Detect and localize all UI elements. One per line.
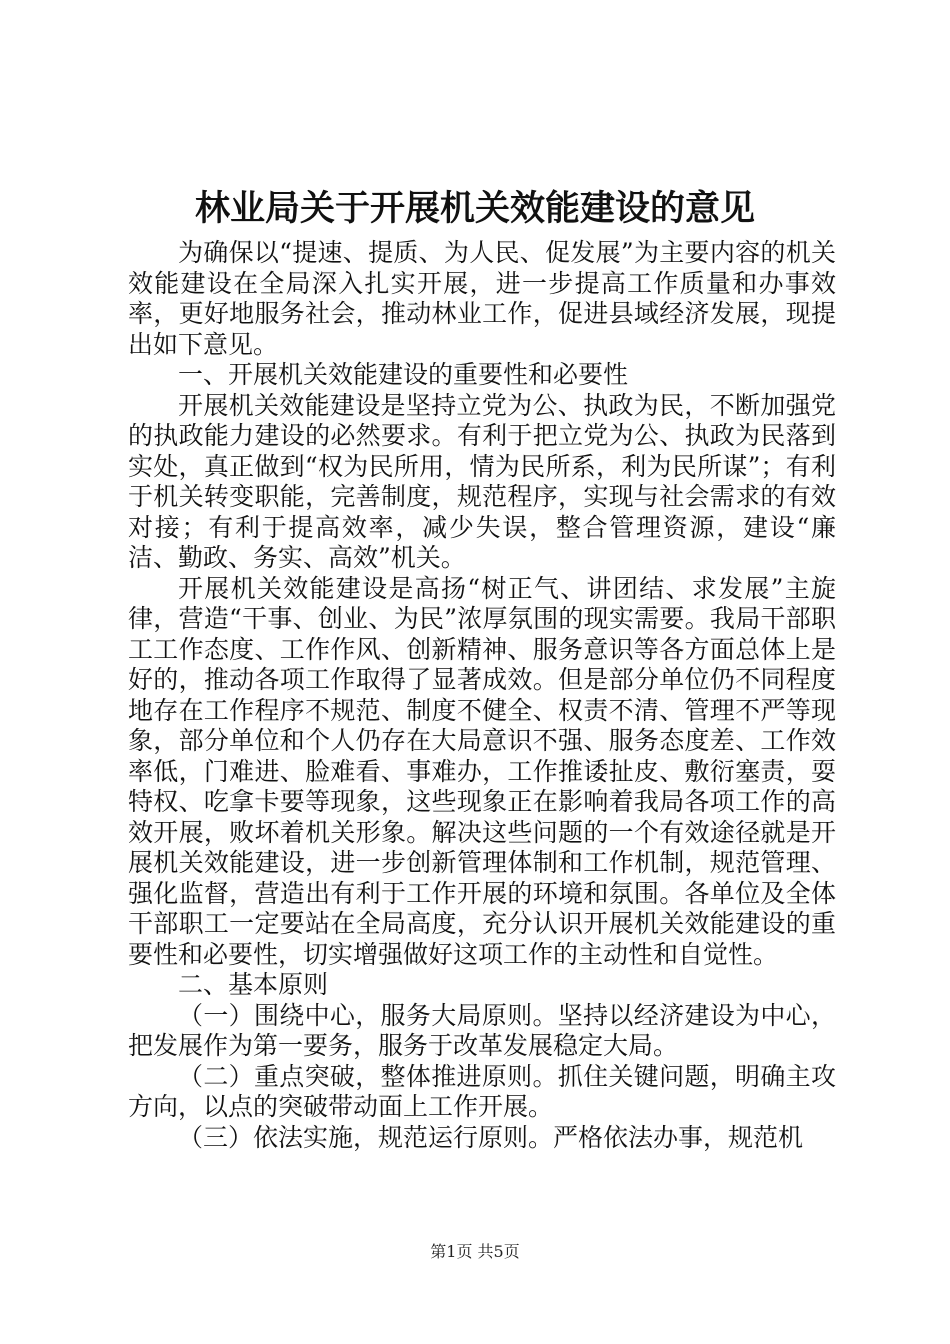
section-heading-2: 二、基本原则 bbox=[178, 970, 329, 999]
document-body bbox=[128, 238, 836, 1153]
section-heading-1: 一、开展机关效能建设的重要性和必要性 bbox=[178, 360, 629, 389]
principle-item-2: （二）重点突破，整体推进原则。抓住关键问题，明确主攻方向，以点的突破带动面上工作开展。 bbox=[128, 1061, 836, 1121]
page-footer: 第1页 共5页 bbox=[430, 1242, 520, 1261]
document-title: 林业局关于开展机关效能建设的意见 bbox=[194, 188, 755, 229]
body-paragraph: 开展机关效能建设是坚持立党为公、执政为民，不断加强党的执政能力建设的必然要求。有利于把立党为公、执政为民落到实处，真正做到“权为民所用，情为民所系，利为民所谋”；有利于机关转变职能，完善制度，规范程序，实现与社会需求的有效对接；有利于提高效率，减少失误，整合管理资源，建设“廉洁、勤政、务实、高效”机关。 bbox=[128, 390, 836, 572]
principle-item-1: （一）围绕中心，服务大局原则。坚持以经济建设为中心，把发展作为第一要务，服务于改革发展稳定大局。 bbox=[128, 1000, 836, 1060]
principle-item-3: （三）依法实施，规范运行原则。严格依法办事，规范机 bbox=[178, 1122, 804, 1152]
intro-paragraph: 为确保以“提速、提质、为人民、促发展”为主要内容的机关效能建设在全局深入扎实开展，进一步提高工作质量和办事效率，更好地服务社会，推动林业工作，促进县域经济发展，现提出如下意见。 bbox=[128, 238, 836, 359]
body-paragraph: 开展机关效能建设是高扬“树正气、讲团结、求发展”主旋律，营造“干事、创业、为民”浓厚氛围的现实需要。我局干部职工工作态度、工作作风、创新精神、服务意识等各方面总体上是好的，推动各项工作取得了显著成效。但是部分单位仍不同程度地存在工作程序不规范、制度不健全、权责不清、管理不严等现象，部分单位和个人仍存在大局意识不强、服务态度差、工作效率低，门难进、脸难看、事难办，工作推诿扯皮、敷衍塞责，耍特权、吃拿卡要等现象，这些现象正在影响着我局各项工作的高效开展，败坏着机关形象。解决这些问题的一个有效途径就是开展机关效能建设，进一步创新管理体制和工作机制，规范管理、强化监督，营造出有利于工作开展的环境和氛围。各单位及全体干部职工一定要站在全局高度，充分认识开展机关效能建设的重要性和必要性，切实增强做好这项工作的主动性和自觉性。 bbox=[128, 573, 836, 969]
